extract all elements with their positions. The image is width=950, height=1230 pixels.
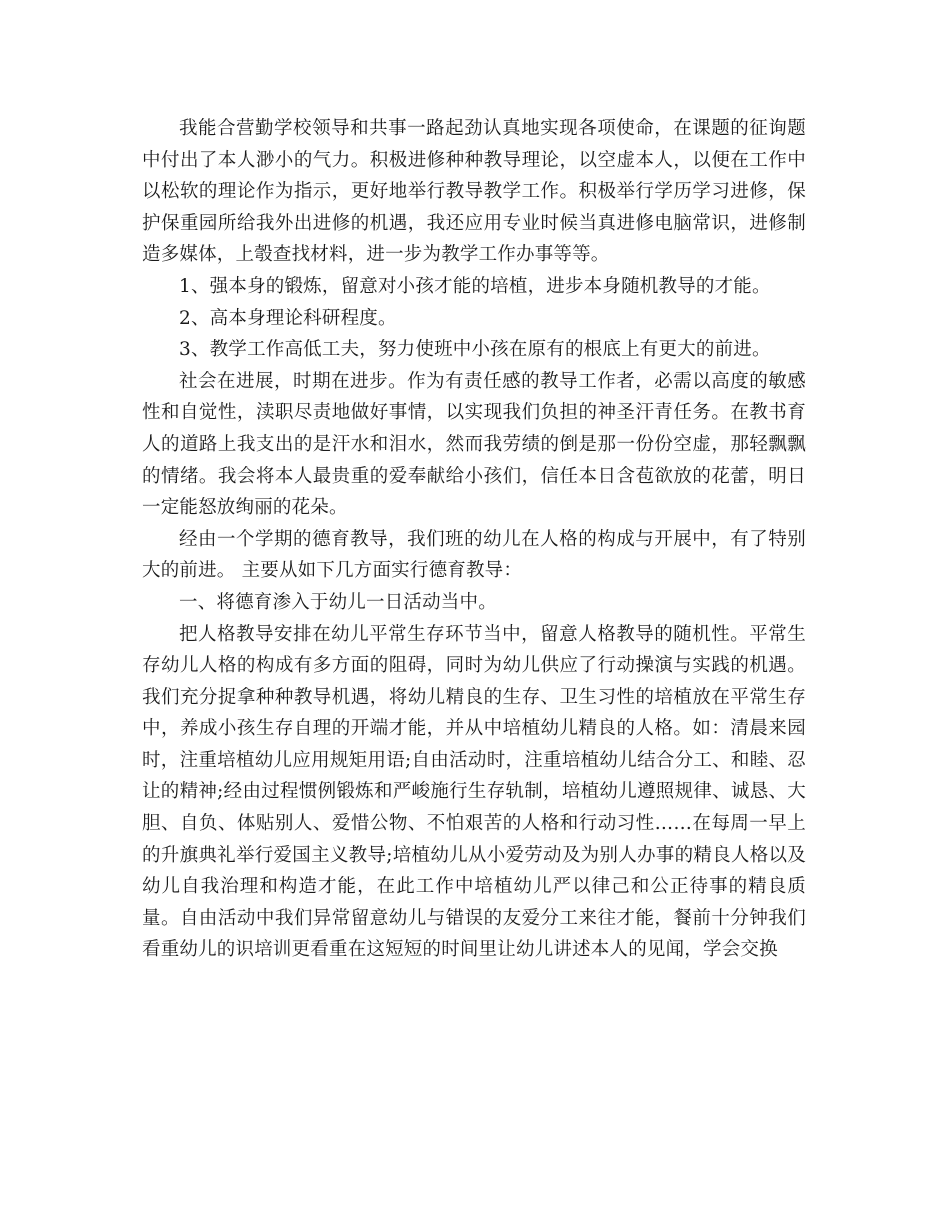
paragraph-work-summary: 我能合营勤学校领导和共事一路起劲认真地实现各项使命，在课题的征询题中付出了本人渺小的气力。积极进修种种教导理论，以空虚本人，以便在工作中以松软的理论作为指示，更好地举行教导教学工作。积极举行学历学习进修，保护保重园所给我外出进修的机遇，我还应用专业时候当真进修电脑常识，进修制造多媒体，上彀查找材料，进一步为教学工作办事等等。 bbox=[142, 118, 806, 266]
list-item-2: 2、高本身理论科研程度。 bbox=[179, 307, 397, 329]
document-body bbox=[142, 113, 806, 966]
paragraph-daily-life: 把人格教导安排在幼儿平常生存环节当中，留意人格教导的随机性。平常生存幼儿人格的构成有多方面的阻碍，同时为幼儿供应了行动操演与实践的机遇。我们充分捉拿种种教导机遇，将幼儿精良的生存、卫生习性的培植放在平常生存中，养成小孩生存自理的开端才能，并从中培植幼儿精良的人格。如：清晨来园时，注重培植幼儿应用规矩用语;自由活动时，注重培植幼儿结合分工、和睦、忍让的精神;经由过程惯例锻炼和严峻施行生存轨制，培植幼儿遵照规律、诚恳、大胆、自负、体贴别人、爱惜公物、不怕艰苦的人格和行动习性……在每周一早上的升旗典礼举行爱国主义教导;培植幼儿从小爱劳动及为别人办事的精良人格以及幼儿自我治理和构造才能，在此工作中培植幼儿严以律己和公正待事的精良质量。自由活动中我们异常留意幼儿与错误的友爱分工来往才能，餐前十分钟我们看重幼儿的识培训更看重在这短短的时间里让幼儿讲述本人的见闻，学会交换 bbox=[142, 623, 806, 961]
section-heading-1: 一、将德育渗入于幼儿一日活动当中。 bbox=[179, 591, 497, 613]
paragraph-society: 社会在进展，时期在进步。作为有责任感的教导工作者，必需以高度的敏感性和自觉性，渎职尽责地做好事情，以实现我们负担的神圣汗青任务。在教书育人的道路上我支出的是汗水和泪水，然而我劳绩的倒是那一份份空虚，那轻飘飘的情绪。我会将本人最贵重的爱奉献给小孩们，信任本日含苞欲放的花蕾，明日一定能怒放绚丽的花朵。 bbox=[142, 370, 806, 519]
list-item-3: 3、教学工作高低工夫，努力使班中小孩在原有的根底上有更大的前进。 bbox=[179, 339, 771, 361]
list-item-1: 1、强本身的锻炼，留意对小孩才能的培植，进步本身随机教导的才能。 bbox=[179, 275, 771, 297]
paragraph-moral-education: 经由一个学期的德育教导，我们班的幼儿在人格的构成与开展中，有了特别大的前进。 主要从如下几方面实行德育教导： bbox=[142, 528, 806, 582]
